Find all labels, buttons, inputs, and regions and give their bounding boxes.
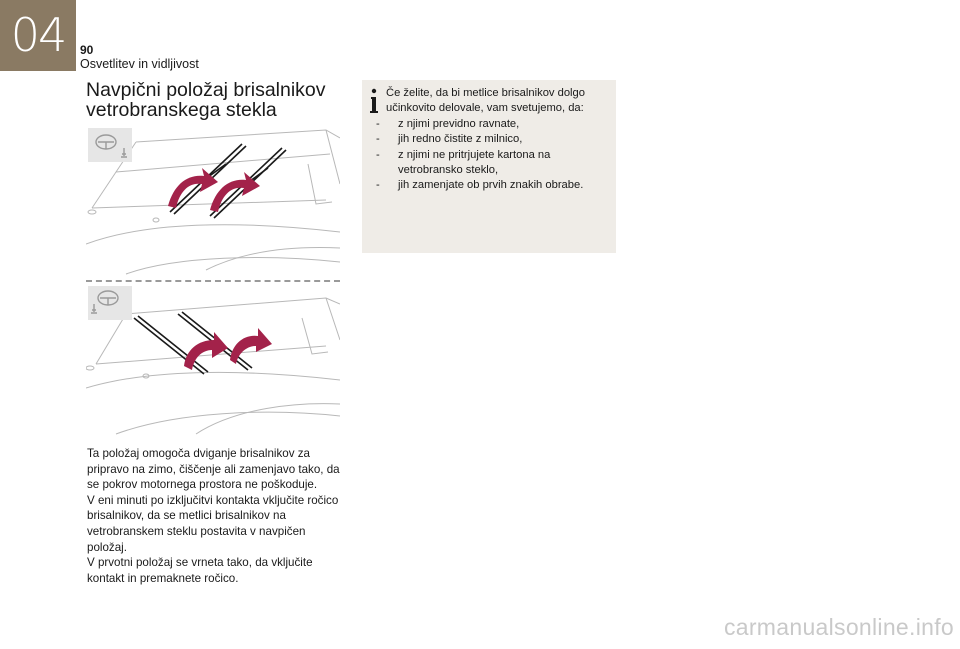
paragraph: V prvotni položaj se vrneta tako, da vključite kontakt in premaknete ročico. — [87, 556, 313, 585]
chapter-tab: 04 — [0, 0, 76, 71]
section-title: Osvetlitev in vidljivost — [80, 57, 199, 71]
info-intro: Če želite, da bi metlice brisalnikov dolgo učinkovito delovale, vam svetujemo, da: — [386, 87, 585, 115]
list-item — [370, 117, 608, 132]
page-number: 90 — [80, 43, 94, 57]
illustration-wipers-raised — [86, 124, 340, 278]
illustration-divider — [86, 280, 340, 282]
paragraph: Ta položaj omogoča dviganje brisalnikov za pripravo na zimo, čiščenje ali zamenjavo tako, da se pokrov motornega prostora ne poškoduje. — [87, 447, 340, 492]
list-item — [370, 132, 608, 147]
info-icon — [369, 88, 379, 114]
list-item — [370, 148, 608, 179]
list-dash: - — [376, 133, 380, 146]
watermark: carmanualsonline.info — [723, 614, 954, 640]
steering-key-icon — [88, 128, 132, 162]
paragraph: V eni minuti po izključitvi kontakta vključite ročico brisalnikov, da se metlici brisalnikov na vetrobranskem steklu postavita v navpičen položaj. — [87, 493, 339, 554]
page-heading: Navpični položaj brisalnikov vetrobranskega stekla — [86, 79, 326, 121]
info-box — [362, 80, 616, 253]
list-item-text: jih zamenjate ob prvih znakih obrabe. — [398, 179, 584, 192]
body-text — [87, 446, 345, 586]
list-item — [370, 178, 608, 193]
list-item-text: z njimi ne pritrjujete kartona na vetrobransko steklo, — [398, 148, 551, 177]
list-item-text: z njimi previdno ravnate, — [398, 117, 520, 130]
list-dash: - — [376, 117, 380, 130]
list-item-text: jih redno čistite z milnico, — [398, 133, 523, 146]
list-dash: - — [376, 148, 380, 161]
illustration-wipers-lowered — [86, 284, 340, 438]
list-dash: - — [376, 179, 380, 192]
info-list — [370, 117, 608, 194]
steering-key-icon — [88, 286, 132, 320]
